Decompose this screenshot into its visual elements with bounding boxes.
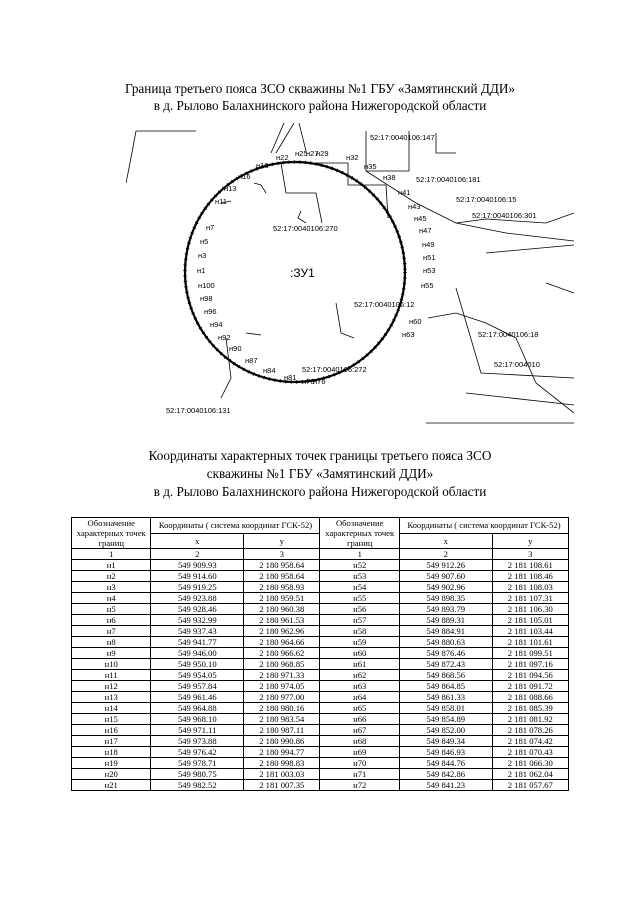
coord-x: 549 889.31 <box>399 615 492 626</box>
point-label: н47 <box>419 226 432 235</box>
parcel-label: 52:17:0040106:18 <box>478 330 539 339</box>
coord-x: 549 919.25 <box>151 582 244 593</box>
point-id: н61 <box>320 659 399 670</box>
table-row <box>72 582 569 593</box>
coord-y: 2 181 007.35 <box>244 780 320 791</box>
land-plot-label: :ЗУ1 <box>290 266 315 280</box>
coord-x: 549 898.35 <box>399 593 492 604</box>
point-id: н52 <box>320 560 399 571</box>
coord-y: 2 181 107.31 <box>492 593 568 604</box>
point-id: н55 <box>320 593 399 604</box>
parcel-label: 52:17:0040106:301 <box>472 211 537 220</box>
coord-x: 549 941.77 <box>151 637 244 648</box>
point-id: н4 <box>72 593 151 604</box>
coord-y: 2 181 097.16 <box>492 659 568 670</box>
point-label: н76 <box>313 377 326 386</box>
column-number: 3 <box>492 549 568 560</box>
coord-y: 2 181 091.72 <box>492 681 568 692</box>
section-title-line-2: скважины №1 ГБУ «Замятинский ДДИ» <box>206 466 434 481</box>
coord-y: 2 180 966.62 <box>244 648 320 659</box>
point-id: н62 <box>320 670 399 681</box>
table-row <box>72 560 569 571</box>
coord-y: 2 180 994.77 <box>244 747 320 758</box>
point-label: н81 <box>284 373 297 382</box>
coord-y: 2 180 977.00 <box>244 692 320 703</box>
point-id: н17 <box>72 736 151 747</box>
section-title-line-1: Координаты характерных точек границы третьего пояса ЗСО <box>148 448 492 463</box>
point-label: н41 <box>398 188 411 197</box>
table-row <box>72 780 569 791</box>
coord-x: 549 876.46 <box>399 648 492 659</box>
cadastral-map <box>126 123 574 428</box>
coord-x: 549 928.46 <box>151 604 244 615</box>
coord-y: 2 181 085.39 <box>492 703 568 714</box>
point-label: н35 <box>364 162 377 171</box>
point-id: н58 <box>320 626 399 637</box>
coord-x: 549 954.05 <box>151 670 244 681</box>
point-id: н64 <box>320 692 399 703</box>
parcel-label: 52:17:0040106:272 <box>302 365 367 374</box>
coord-y: 2 181 081.92 <box>492 714 568 725</box>
point-id: н16 <box>72 725 151 736</box>
coord-y: 2 181 066.30 <box>492 758 568 769</box>
point-id: н53 <box>320 571 399 582</box>
coord-y: 2 181 108.61 <box>492 560 568 571</box>
point-label: н60 <box>409 317 422 326</box>
coord-y: 2 181 101.61 <box>492 637 568 648</box>
point-label: н38 <box>383 173 396 182</box>
point-label: н22 <box>276 153 289 162</box>
coord-x: 549 961.46 <box>151 692 244 703</box>
table-row <box>72 769 569 780</box>
coord-x: 549 846.93 <box>399 747 492 758</box>
point-label: н51 <box>423 253 436 262</box>
point-id: н7 <box>72 626 151 637</box>
point-id: н57 <box>320 615 399 626</box>
point-id: н70 <box>320 758 399 769</box>
point-label: н53 <box>423 266 436 275</box>
parcel-label: 52:17:0040106:147 <box>370 133 435 142</box>
coord-x: 549 937.43 <box>151 626 244 637</box>
coord-x: 549 902.96 <box>399 582 492 593</box>
header-y: y <box>492 533 568 549</box>
point-id: н5 <box>72 604 151 615</box>
page-title-line-1: Граница третьего пояса ЗСО скважины №1 ГБУ «Замятинский ДДИ» <box>125 81 515 96</box>
header-y: y <box>244 533 320 549</box>
point-label: н1 <box>197 266 206 275</box>
coord-x: 549 976.42 <box>151 747 244 758</box>
coord-y: 2 180 990.86 <box>244 736 320 747</box>
point-id: н65 <box>320 703 399 714</box>
header-x: x <box>399 533 492 549</box>
coord-y: 2 180 958.64 <box>244 560 320 571</box>
coord-x: 549 914.60 <box>151 571 244 582</box>
point-label: н43 <box>408 202 421 211</box>
coord-y: 2 181 105.01 <box>492 615 568 626</box>
coord-x: 549 907.60 <box>399 571 492 582</box>
table-row <box>72 637 569 648</box>
table-row <box>72 571 569 582</box>
page-title-line-2: в д. Рылово Балахнинского района Нижегородской области <box>153 98 487 113</box>
parcel-label: 52:17:0040106:15 <box>456 195 517 204</box>
parcel-label: 52:17:0040106:270 <box>273 224 338 233</box>
point-id: н6 <box>72 615 151 626</box>
coord-y: 2 181 094.56 <box>492 670 568 681</box>
coord-x: 549 861.33 <box>399 692 492 703</box>
point-label: н98 <box>200 294 213 303</box>
header-coordinates: Координаты ( система координат ГСК-52) <box>399 518 568 534</box>
point-id: н14 <box>72 703 151 714</box>
coord-x: 549 980.75 <box>151 769 244 780</box>
coord-y: 2 180 968.85 <box>244 659 320 670</box>
coord-y: 2 181 078.26 <box>492 725 568 736</box>
coord-y: 2 180 987.11 <box>244 725 320 736</box>
parcel-boundaries <box>126 123 574 423</box>
table-row <box>72 681 569 692</box>
coord-y: 2 181 088.66 <box>492 692 568 703</box>
parcel-label: 52:17:0040106:131 <box>166 406 231 415</box>
coord-y: 2 181 108.03 <box>492 582 568 593</box>
coord-y: 2 180 959.51 <box>244 593 320 604</box>
table-row <box>72 703 569 714</box>
coord-x: 549 844.76 <box>399 758 492 769</box>
table-row <box>72 659 569 670</box>
coord-y: 2 181 062.04 <box>492 769 568 780</box>
coord-x: 549 854.89 <box>399 714 492 725</box>
coord-x: 549 880.63 <box>399 637 492 648</box>
coord-x: 549 864.85 <box>399 681 492 692</box>
point-id: н20 <box>72 769 151 780</box>
coord-x: 549 909.93 <box>151 560 244 571</box>
coord-y: 2 180 964.66 <box>244 637 320 648</box>
parcel-label: 52:17:0040106:181 <box>416 175 481 184</box>
header-point-designation: Обозначение характерных точек границ <box>320 518 399 549</box>
column-number: 1 <box>72 549 151 560</box>
point-id: н59 <box>320 637 399 648</box>
point-id: н2 <box>72 571 151 582</box>
point-label: н7 <box>206 223 215 232</box>
table-row <box>72 758 569 769</box>
coord-x: 549 858.01 <box>399 703 492 714</box>
coord-y: 2 180 980.16 <box>244 703 320 714</box>
point-label: н84 <box>263 366 276 375</box>
point-label: н55 <box>421 281 434 290</box>
coord-y: 2 181 108.46 <box>492 571 568 582</box>
table-row <box>72 670 569 681</box>
point-id: н72 <box>320 780 399 791</box>
coord-y: 2 180 962.96 <box>244 626 320 637</box>
point-label: н87 <box>245 356 258 365</box>
coord-y: 2 180 961.53 <box>244 615 320 626</box>
point-id: н19 <box>72 758 151 769</box>
point-id: н69 <box>320 747 399 758</box>
table-row <box>72 714 569 725</box>
point-id: н71 <box>320 769 399 780</box>
point-id: н11 <box>72 670 151 681</box>
point-id: н54 <box>320 582 399 593</box>
coord-y: 2 180 971.33 <box>244 670 320 681</box>
point-label: н13 <box>224 184 237 193</box>
table-row <box>72 725 569 736</box>
point-id: н15 <box>72 714 151 725</box>
coord-y: 2 180 958.64 <box>244 571 320 582</box>
point-label: н96 <box>204 307 217 316</box>
coord-x: 549 957.84 <box>151 681 244 692</box>
coord-y: 2 180 974.05 <box>244 681 320 692</box>
point-id: н56 <box>320 604 399 615</box>
point-label: н90 <box>229 344 242 353</box>
point-label: н49 <box>422 240 435 249</box>
table-header-row <box>72 518 569 534</box>
coord-x: 549 982.52 <box>151 780 244 791</box>
table-row <box>72 648 569 659</box>
point-label: н45 <box>414 214 427 223</box>
point-label: н100 <box>198 281 215 290</box>
coord-y: 2 181 070.43 <box>492 747 568 758</box>
point-label: н25 <box>295 149 308 158</box>
coord-x: 549 923.88 <box>151 593 244 604</box>
point-label: н5 <box>200 237 209 246</box>
table-row <box>72 736 569 747</box>
section-title-line-3: в д. Рылово Балахнинского района Нижегородской области <box>153 484 487 499</box>
point-label: н92 <box>218 333 231 342</box>
coord-x: 549 971.11 <box>151 725 244 736</box>
point-id: н68 <box>320 736 399 747</box>
coord-x: 549 932.99 <box>151 615 244 626</box>
header-x: x <box>151 533 244 549</box>
parcel-label: 52:17:004010 <box>494 360 540 369</box>
coord-y: 2 181 106.30 <box>492 604 568 615</box>
point-label: н78 <box>302 377 315 386</box>
coord-x: 549 964.88 <box>151 703 244 714</box>
table-row <box>72 626 569 637</box>
point-id: н21 <box>72 780 151 791</box>
point-label: н63 <box>402 330 415 339</box>
point-label: н32 <box>346 153 359 162</box>
point-id: н10 <box>72 659 151 670</box>
point-label: н19 <box>256 161 269 170</box>
point-label: н94 <box>210 320 223 329</box>
point-id: н3 <box>72 582 151 593</box>
coord-y: 2 181 003.03 <box>244 769 320 780</box>
coordinates-table <box>71 517 569 791</box>
coord-x: 549 872.43 <box>399 659 492 670</box>
point-id: н9 <box>72 648 151 659</box>
point-id: н8 <box>72 637 151 648</box>
coord-x: 549 973.88 <box>151 736 244 747</box>
table-row <box>72 747 569 758</box>
coord-y: 2 181 103.44 <box>492 626 568 637</box>
point-id: н18 <box>72 747 151 758</box>
point-label: н11 <box>215 197 227 206</box>
table-row <box>72 604 569 615</box>
point-id: н63 <box>320 681 399 692</box>
coord-x: 549 968.10 <box>151 714 244 725</box>
column-number: 2 <box>151 549 244 560</box>
table-row <box>72 615 569 626</box>
table-row <box>72 593 569 604</box>
point-id: н67 <box>320 725 399 736</box>
coord-x: 549 946.00 <box>151 648 244 659</box>
coord-x: 549 950.10 <box>151 659 244 670</box>
table-row <box>72 692 569 703</box>
coord-x: 549 978.71 <box>151 758 244 769</box>
coord-y: 2 180 998.83 <box>244 758 320 769</box>
point-label: н16 <box>238 172 251 181</box>
column-number-row <box>72 549 569 560</box>
coord-y: 2 181 074.42 <box>492 736 568 747</box>
coord-x: 549 884.91 <box>399 626 492 637</box>
coord-x: 549 849.34 <box>399 736 492 747</box>
coord-x: 549 868.56 <box>399 670 492 681</box>
header-point-designation: Обозначение характерных точек границ <box>72 518 151 549</box>
point-label: н27 <box>306 149 319 158</box>
coord-x: 549 841.23 <box>399 780 492 791</box>
header-coordinates: Координаты ( система координат ГСК-52) <box>151 518 320 534</box>
point-id: н1 <box>72 560 151 571</box>
point-id: н66 <box>320 714 399 725</box>
coord-y: 2 180 983.54 <box>244 714 320 725</box>
point-id: н12 <box>72 681 151 692</box>
column-number: 1 <box>320 549 399 560</box>
point-id: н13 <box>72 692 151 703</box>
coord-x: 549 852.00 <box>399 725 492 736</box>
parcel-label: 52:17:0040106:12 <box>354 300 415 309</box>
coord-y: 2 180 960.38 <box>244 604 320 615</box>
point-label: н3 <box>198 251 207 260</box>
coord-y: 2 181 057.67 <box>492 780 568 791</box>
coord-x: 549 842.86 <box>399 769 492 780</box>
point-label: н29 <box>316 149 329 158</box>
coord-y: 2 181 099.51 <box>492 648 568 659</box>
coord-y: 2 180 958.93 <box>244 582 320 593</box>
column-number: 2 <box>399 549 492 560</box>
column-number: 3 <box>244 549 320 560</box>
coord-x: 549 893.79 <box>399 604 492 615</box>
coord-x: 549 912.26 <box>399 560 492 571</box>
point-id: н60 <box>320 648 399 659</box>
